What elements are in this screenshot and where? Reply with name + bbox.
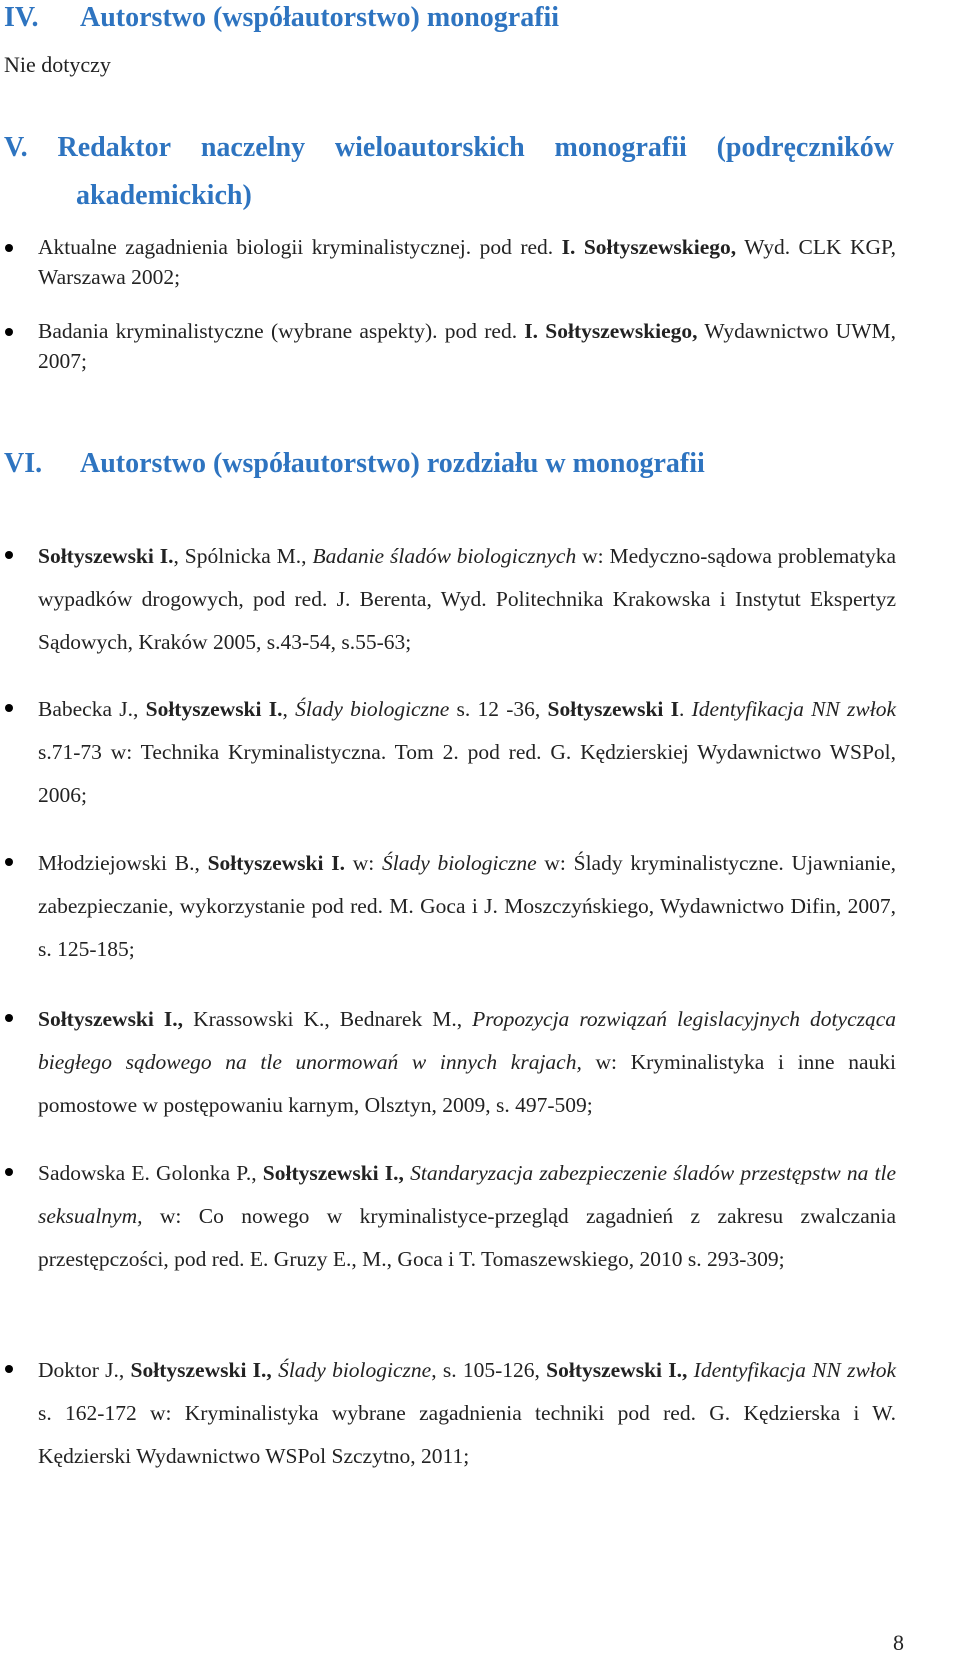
entry-text-run: s. 12 -36, [449, 697, 548, 721]
heading-word: (podręczników [716, 132, 894, 163]
section-number: IV. [4, 2, 39, 33]
section-number: V. [4, 132, 28, 163]
author-name: Sołtyszewski I., [130, 1358, 272, 1382]
author-name: Sołtyszewski I., [546, 1358, 688, 1382]
section-iv-note: Nie dotyczy [4, 52, 111, 77]
author-name: I. Sołtyszewskiego, [524, 319, 698, 343]
entry-text-run: s.71-73 w: Technika Kryminalistyczna. Tom 2. pod red. G. Kędzierskiej Wydawnictwo WSPol, 2006; [38, 740, 896, 807]
heading-word: Redaktor [57, 132, 172, 163]
bullet-icon [5, 328, 13, 336]
work-title: Ślady biologiczne [295, 697, 450, 721]
section-vi-heading [4, 448, 705, 480]
entry-text-run: Wyd. CLK KGP, Warszawa 2002; [38, 235, 896, 289]
entry-text [38, 842, 896, 971]
entry-text-run: Młodziejowski B., [38, 851, 208, 875]
entry-text [38, 1152, 896, 1281]
section-v-heading-line-2: akademickich) [76, 180, 252, 211]
entry-text-run: w: Co nowego w kryminalistyce-przegląd zagadnień z zakresu zwalczania przestępczości, pod red. E. Gruzy E., M., Goca i T. Tomaszewskiego, 2010 s. 293-309; [38, 1204, 896, 1271]
work-title: Identyfikacja NN zwłok [691, 697, 896, 721]
work-title: Ślady biologiczne [381, 851, 537, 875]
work-title: Identyfikacja NN zwłok [693, 1358, 897, 1382]
entry-text [38, 1349, 896, 1478]
entry-text-run: Badania kryminalistyczne (wybrane aspekty). pod red. [38, 319, 525, 343]
entry-text-run: Wydawnictwo UWM, 2007; [38, 319, 896, 373]
entry-text [38, 998, 896, 1127]
author-name: Sołtyszewski I. [38, 544, 174, 568]
section-number: VI. [4, 448, 43, 479]
author-name: Sołtyszewski I., [38, 1007, 184, 1031]
author-name: I. Sołtyszewskiego, [561, 235, 737, 259]
entry-text [38, 316, 896, 376]
section-iv-heading [4, 2, 560, 34]
entry-text [38, 688, 896, 817]
heading-word: naczelny [200, 132, 306, 163]
author-name: Sołtyszewski I. [207, 851, 345, 875]
entry-text-run: w: Ślady kryminalistyczne. Ujawnianie, zabezpieczanie, wykorzystanie pod red. M. Goca i J. Moszczyńskiego, Wydawnictwo Difin, 2007, s. 125-185; [38, 851, 897, 961]
author-name: Sołtyszewski I. [145, 697, 283, 721]
bullet-icon [5, 244, 13, 252]
heading-word: monografii [554, 132, 687, 163]
entry-text-run: Krassowski K., Bednarek M., [183, 1007, 473, 1031]
work-title: Ślady biologiczne [278, 1358, 432, 1382]
entry-text-run: Sadowska E. Golonka P., [38, 1161, 263, 1185]
author-name: Sołtyszewski I [547, 697, 679, 721]
bullet-icon [5, 1014, 13, 1022]
author-name: Sołtyszewski I., [262, 1161, 404, 1185]
entry-text-run: , Spólnicka M., [173, 544, 313, 568]
entry-text [38, 232, 896, 292]
bullet-icon [5, 551, 13, 559]
entry-text-run: , s. 105-126, [431, 1358, 547, 1382]
section-v-heading-line-1 [4, 132, 894, 164]
heading-word: wieloautorskich [334, 132, 525, 163]
entry-text-run: w: [344, 851, 382, 875]
bullet-icon [5, 704, 13, 712]
entry-text-run: w: Medyczno-sądowa problematyka wypadków drogowych, pod red. J. Berenta, Wyd. Politechnika Krakowska i Instytut Ekspertyz Sądowych, Kraków 2005, s.43-54, s.55-63; [38, 544, 897, 654]
entry-text-run: . [679, 697, 692, 721]
bullet-icon [5, 1168, 13, 1176]
entry-text-run: s. 162-172 w: Kryminalistyka wybrane zagadnienia techniki pod red. G. Kędzierska i W. Kędzierski Wydawnictwo WSPol Szczytno, 2011; [38, 1401, 896, 1468]
entry-text [38, 535, 896, 664]
section-v-heading [4, 132, 894, 211]
work-title: Standaryzacja zabezpieczenie śladów przestępstw na tle seksualnym, [38, 1161, 897, 1228]
section-title: Autorstwo (współautorstwo) monografii [80, 2, 560, 33]
work-title: Propozycja rozwiązań legislacyjnych dotycząca biegłego sądowego na tle unormowań w innych krajach, [38, 1007, 897, 1074]
entry-text-run: w: Kryminalistyka i inne nauki pomostowe w postępowaniu karnym, Olsztyn, 2009, s. 497-509; [38, 1050, 896, 1117]
section-title: Autorstwo (współautorstwo) rozdziału w monografii [80, 448, 705, 479]
entry-text-run: Babecka J., [38, 697, 146, 721]
entry-text-run: Aktualne zagadnienia biologii kryminalistycznej. pod red. [38, 235, 562, 259]
entry-text-run: , [282, 697, 296, 721]
entry-text-run: Doktor J., [38, 1358, 131, 1382]
work-title: Badanie śladów biologicznych [312, 544, 577, 568]
page-number: 8 [893, 1630, 904, 1655]
bullet-icon [5, 858, 13, 866]
bullet-icon [5, 1365, 13, 1373]
